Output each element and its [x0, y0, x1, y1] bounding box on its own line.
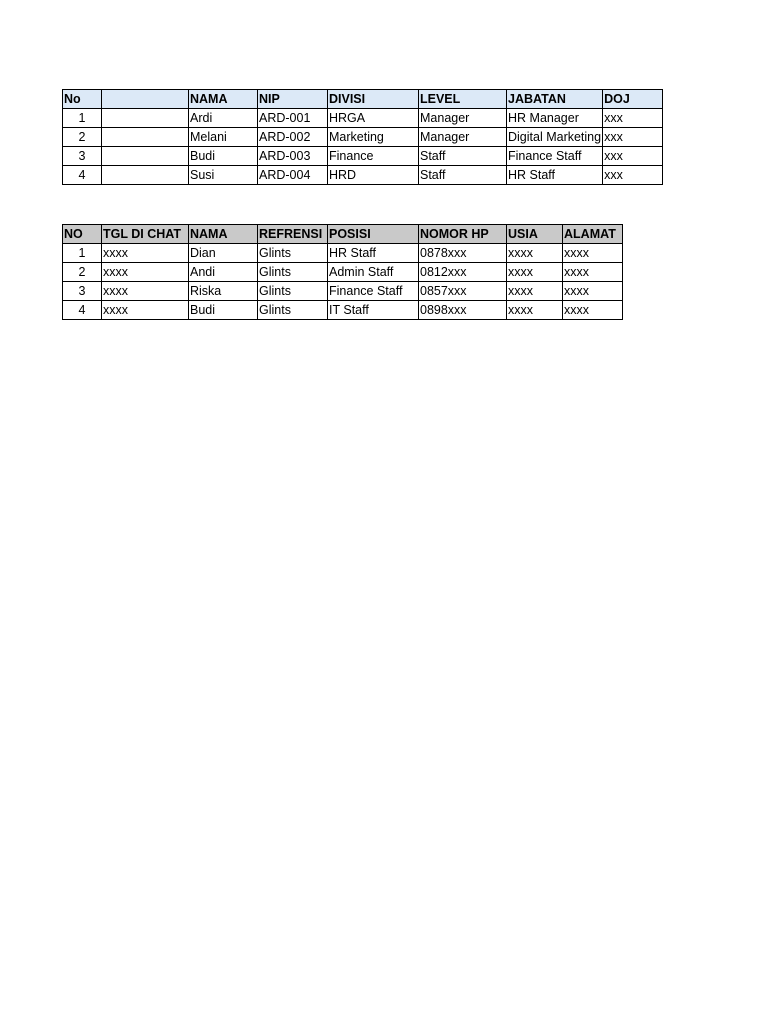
cell-blank[interactable] — [102, 166, 189, 185]
header-cell-nama[interactable]: NAMA — [189, 225, 258, 244]
header-cell-usia[interactable]: USIA — [507, 225, 563, 244]
header-cell-tgl-di-chat[interactable]: TGL DI CHAT — [102, 225, 189, 244]
cell-blank[interactable] — [102, 147, 189, 166]
cell-level[interactable]: Manager — [419, 109, 507, 128]
cell-no[interactable]: 3 — [63, 147, 102, 166]
cell-divisi[interactable]: HRGA — [328, 109, 419, 128]
table-row — [63, 301, 623, 320]
cell-level[interactable]: Staff — [419, 147, 507, 166]
cell-nama[interactable]: Dian — [189, 244, 258, 263]
cell-tgl-di-chat[interactable]: xxxx — [102, 301, 189, 320]
cell-doj[interactable]: xxx — [603, 147, 663, 166]
header-cell-divisi[interactable]: DIVISI — [328, 90, 419, 109]
cell-usia[interactable]: xxxx — [507, 244, 563, 263]
cell-nama[interactable]: Budi — [189, 301, 258, 320]
header-cell-level[interactable]: LEVEL — [419, 90, 507, 109]
table-row — [63, 147, 663, 166]
cell-alamat[interactable]: xxxx — [563, 263, 623, 282]
table-row — [63, 263, 623, 282]
cell-no[interactable]: 2 — [63, 128, 102, 147]
cell-no[interactable]: 4 — [63, 166, 102, 185]
header-cell-jabatan[interactable]: JABATAN — [507, 90, 603, 109]
cell-nomor-hp[interactable]: 0857xxx — [419, 282, 507, 301]
cell-nama[interactable]: Melani — [189, 128, 258, 147]
header-cell-no[interactable]: No — [63, 90, 102, 109]
cell-jabatan[interactable]: Finance Staff — [507, 147, 603, 166]
table-row — [63, 166, 663, 185]
cell-no[interactable]: 3 — [63, 282, 102, 301]
table-row — [63, 244, 623, 263]
header-row — [63, 90, 663, 109]
header-cell-nomor-hp[interactable]: NOMOR HP — [419, 225, 507, 244]
header-cell-blank[interactable] — [102, 90, 189, 109]
cell-no[interactable]: 1 — [63, 109, 102, 128]
cell-refrensi[interactable]: Glints — [258, 244, 328, 263]
table-row — [63, 282, 623, 301]
cell-divisi[interactable]: Finance — [328, 147, 419, 166]
cell-nama[interactable]: Riska — [189, 282, 258, 301]
cell-usia[interactable]: xxxx — [507, 282, 563, 301]
cell-nama[interactable]: Ardi — [189, 109, 258, 128]
cell-nip[interactable]: ARD-002 — [258, 128, 328, 147]
cell-jabatan[interactable]: HR Manager — [507, 109, 603, 128]
cell-blank[interactable] — [102, 128, 189, 147]
cell-no[interactable]: 1 — [63, 244, 102, 263]
cell-nomor-hp[interactable]: 0812xxx — [419, 263, 507, 282]
cell-nomor-hp[interactable]: 0878xxx — [419, 244, 507, 263]
cell-level[interactable]: Staff — [419, 166, 507, 185]
cell-alamat[interactable]: xxxx — [563, 301, 623, 320]
cell-tgl-di-chat[interactable]: xxxx — [102, 282, 189, 301]
cell-usia[interactable]: xxxx — [507, 263, 563, 282]
cell-doj[interactable]: xxx — [603, 109, 663, 128]
employee-table — [62, 89, 663, 185]
header-cell-nip[interactable]: NIP — [258, 90, 328, 109]
header-cell-alamat[interactable]: ALAMAT — [563, 225, 623, 244]
table-row — [63, 109, 663, 128]
cell-blank[interactable] — [102, 109, 189, 128]
cell-no[interactable]: 4 — [63, 301, 102, 320]
cell-nip[interactable]: ARD-004 — [258, 166, 328, 185]
cell-posisi[interactable]: HR Staff — [328, 244, 419, 263]
cell-jabatan[interactable]: Digital Marketing — [507, 128, 603, 147]
cell-no[interactable]: 2 — [63, 263, 102, 282]
cell-nama[interactable]: Budi — [189, 147, 258, 166]
cell-refrensi[interactable]: Glints — [258, 301, 328, 320]
header-cell-posisi[interactable]: POSISI — [328, 225, 419, 244]
candidate-table — [62, 224, 623, 320]
cell-nip[interactable]: ARD-001 — [258, 109, 328, 128]
cell-doj[interactable]: xxx — [603, 128, 663, 147]
cell-jabatan[interactable]: HR Staff — [507, 166, 603, 185]
cell-divisi[interactable]: Marketing — [328, 128, 419, 147]
cell-posisi[interactable]: Finance Staff — [328, 282, 419, 301]
cell-posisi[interactable]: IT Staff — [328, 301, 419, 320]
header-row — [63, 225, 623, 244]
table-row — [63, 128, 663, 147]
cell-doj[interactable]: xxx — [603, 166, 663, 185]
cell-alamat[interactable]: xxxx — [563, 244, 623, 263]
cell-divisi[interactable]: HRD — [328, 166, 419, 185]
cell-alamat[interactable]: xxxx — [563, 282, 623, 301]
cell-refrensi[interactable]: Glints — [258, 263, 328, 282]
cell-tgl-di-chat[interactable]: xxxx — [102, 263, 189, 282]
cell-nama[interactable]: Andi — [189, 263, 258, 282]
cell-nama[interactable]: Susi — [189, 166, 258, 185]
cell-nip[interactable]: ARD-003 — [258, 147, 328, 166]
header-cell-doj[interactable]: DOJ — [603, 90, 663, 109]
cell-level[interactable]: Manager — [419, 128, 507, 147]
cell-refrensi[interactable]: Glints — [258, 282, 328, 301]
cell-usia[interactable]: xxxx — [507, 301, 563, 320]
cell-nomor-hp[interactable]: 0898xxx — [419, 301, 507, 320]
header-cell-no[interactable]: NO — [63, 225, 102, 244]
header-cell-nama[interactable]: NAMA — [189, 90, 258, 109]
cell-tgl-di-chat[interactable]: xxxx — [102, 244, 189, 263]
cell-posisi[interactable]: Admin Staff — [328, 263, 419, 282]
header-cell-refrensi[interactable]: REFRENSI — [258, 225, 328, 244]
